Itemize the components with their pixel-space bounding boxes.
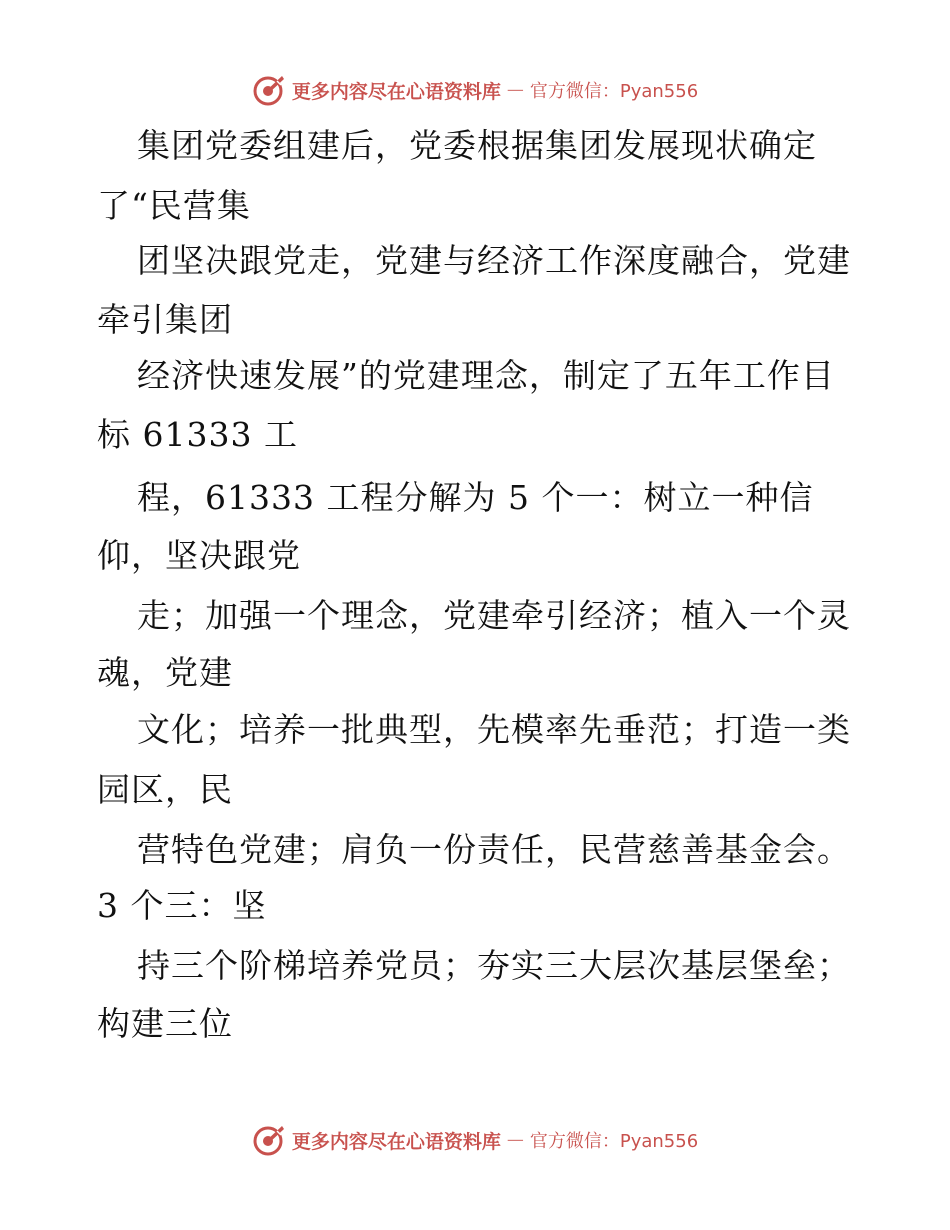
- footer-separator: —: [506, 1130, 524, 1150]
- body-line: 集团党委组建后，党委根据集团发展现状确定: [137, 126, 817, 165]
- footer-wechat-text: 官方微信：Pyan556: [529, 1131, 699, 1152]
- body-line: 团坚决跟党走，党建与经济工作深度融合，党建: [137, 241, 851, 280]
- body-line: 构建三位: [97, 1004, 233, 1043]
- body-line: 3 个三：坚: [97, 886, 267, 925]
- header-banner: [0, 70, 950, 110]
- body-line: 经济快速发展”的党建理念，制定了五年工作目: [137, 356, 835, 395]
- footer-banner: [0, 1120, 950, 1160]
- footer-brand-text: 更多内容尽在心语资料库: [291, 1130, 501, 1153]
- body-line: 魂，党建: [97, 653, 233, 692]
- body-line: 仰，坚决跟党: [97, 536, 301, 575]
- body-line: 文化；培养一批典型，先模率先垂范；打造一类: [137, 710, 851, 749]
- body-line: 持三个阶梯培养党员；夯实三大层次基层堡垒；: [137, 946, 851, 985]
- header-wechat-text: 官方微信：Pyan556: [529, 81, 699, 102]
- body-line: 标 61333 工: [97, 415, 298, 454]
- body-line: 园区，民: [97, 770, 233, 809]
- header-brand-text: 更多内容尽在心语资料库: [291, 80, 501, 103]
- brand-logo-icon: [252, 73, 286, 107]
- body-line: 了“民营集: [97, 186, 251, 225]
- header-separator: —: [506, 80, 524, 100]
- brand-logo-icon: [252, 1123, 286, 1157]
- body-line: 营特色党建；肩负一份责任，民营慈善基金会。: [137, 830, 851, 869]
- body-line: 牵引集团: [97, 300, 233, 339]
- body-line: 走；加强一个理念，党建牵引经济；植入一个灵: [137, 596, 851, 635]
- body-line: 程，61333 工程分解为 5 个一：树立一种信: [137, 478, 814, 517]
